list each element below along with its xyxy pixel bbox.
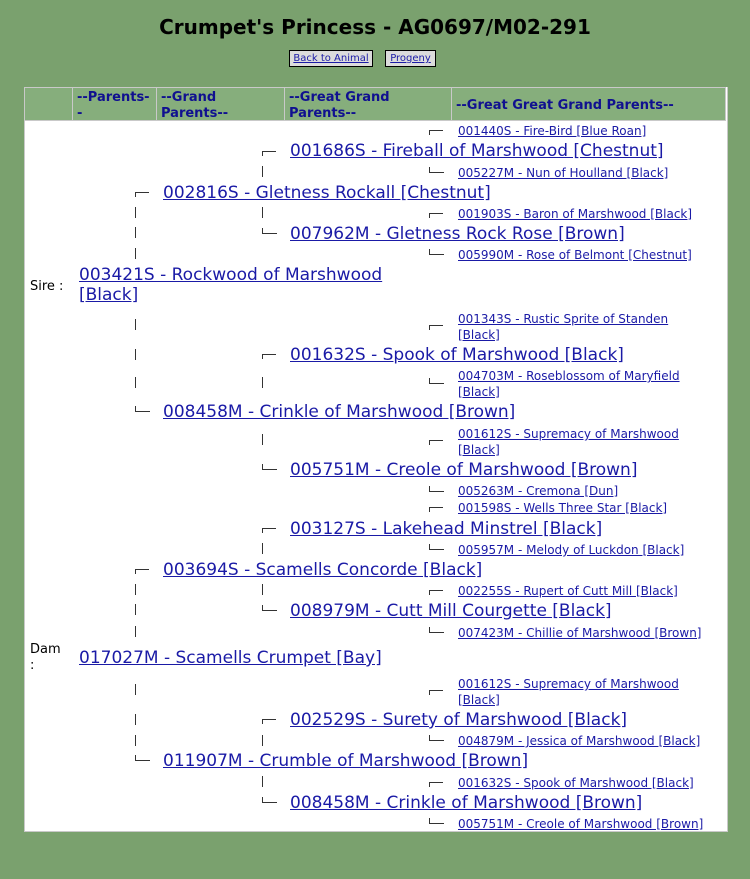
tree-connector bbox=[135, 604, 136, 615]
tree-connector bbox=[135, 626, 136, 637]
grandparent-link[interactable]: 011907M - Crumble of Marshwood [Brown] bbox=[163, 751, 529, 771]
dam-link[interactable]: 017027M - Scamells Crumpet [Bay] bbox=[79, 648, 382, 668]
great-grandparent-link[interactable]: 005751M - Creole of Marshwood [Brown] bbox=[290, 460, 638, 480]
header-great-great-grand-parents: --Great Great Grand Parents-- bbox=[456, 98, 674, 113]
tree-connector bbox=[429, 782, 443, 783]
tree-connector bbox=[429, 544, 444, 550]
tree-connector bbox=[262, 228, 277, 234]
great-grandparent-link[interactable]: 008458M - Crinkle of Marshwood [Brown] bbox=[290, 793, 643, 813]
great-great-grandparent-link[interactable]: 001440S - Fire-Bird [Blue Roan] bbox=[458, 124, 647, 138]
great-great-grandparent-link[interactable]: 005957M - Melody of Luckdon [Black] bbox=[458, 543, 685, 557]
grandparent-link[interactable]: 003694S - Scamells Concorde [Black] bbox=[163, 560, 483, 580]
tree-connector bbox=[262, 207, 263, 218]
great-great-grandparent-link[interactable]: 005990M - Rose of Belmont [Chestnut] bbox=[458, 248, 692, 262]
tree-connector bbox=[135, 227, 136, 238]
tree-connector bbox=[262, 528, 276, 529]
tree-connector bbox=[262, 776, 263, 787]
sire-label: Sire : bbox=[30, 279, 64, 294]
tree-connector bbox=[262, 719, 276, 720]
tree-connector bbox=[135, 349, 136, 360]
tree-connector bbox=[135, 192, 149, 193]
tree-connector bbox=[135, 735, 136, 746]
tree-connector bbox=[429, 167, 444, 173]
tree-connector bbox=[135, 406, 150, 412]
great-great-grandparent-link[interactable]: 001632S - Spook of Marshwood [Black] bbox=[458, 776, 694, 790]
great-great-grandparent-link[interactable]: 001612S - Supremacy of Marshwood [Black] bbox=[458, 677, 679, 707]
dam-label: Dam : bbox=[30, 642, 61, 673]
page-title: Crumpet's Princess - AG0697/M02-291 bbox=[159, 15, 591, 39]
tree-connector bbox=[429, 130, 443, 131]
tree-connector bbox=[429, 735, 444, 741]
great-great-grandparent-link[interactable]: 002255S - Rupert of Cutt Mill [Black] bbox=[458, 584, 678, 598]
great-grandparent-link[interactable]: 001686S - Fireball of Marshwood [Chestnut] bbox=[290, 141, 664, 161]
tree-connector bbox=[429, 486, 444, 492]
tree-connector bbox=[262, 464, 277, 470]
tree-connector bbox=[429, 590, 443, 591]
great-grandparent-link[interactable]: 001632S - Spook of Marshwood [Black] bbox=[290, 345, 624, 365]
tree-connector bbox=[262, 354, 276, 355]
tree-connector bbox=[429, 507, 443, 508]
tree-connector bbox=[262, 584, 263, 595]
tree-connector bbox=[135, 248, 136, 259]
tree-connector bbox=[262, 434, 263, 445]
tree-connector bbox=[135, 755, 150, 761]
tree-connector bbox=[262, 605, 277, 611]
great-great-grandparent-link[interactable]: 005263M - Cremona [Dun] bbox=[458, 484, 619, 498]
great-great-grandparent-link[interactable]: 004879M - Jessica of Marshwood [Black] bbox=[458, 734, 701, 748]
grandparent-link[interactable]: 008458M - Crinkle of Marshwood [Brown] bbox=[163, 402, 516, 422]
great-grandparent-link[interactable]: 008979M - Cutt Mill Courgette [Black] bbox=[290, 601, 612, 621]
back-to-animal-button[interactable]: Back to Animal bbox=[289, 50, 373, 67]
tree-connector bbox=[262, 543, 263, 554]
tree-connector bbox=[262, 377, 263, 388]
tree-connector bbox=[429, 213, 443, 214]
pedigree-header bbox=[24, 87, 726, 121]
great-great-grandparent-link[interactable]: 001598S - Wells Three Star [Black] bbox=[458, 501, 668, 515]
tree-connector bbox=[135, 584, 136, 595]
tree-connector bbox=[429, 440, 443, 441]
tree-connector bbox=[429, 249, 444, 255]
great-great-grandparent-link[interactable]: 001343S - Rustic Sprite of Standen [Black] bbox=[458, 312, 669, 342]
header-blank bbox=[25, 88, 73, 120]
tree-connector bbox=[429, 378, 444, 384]
tree-connector bbox=[262, 797, 277, 803]
tree-connector bbox=[135, 714, 136, 725]
header-great-grand-parents: --Great Grand Parents-- bbox=[285, 88, 452, 120]
tree-connector bbox=[135, 684, 136, 695]
tree-connector bbox=[262, 166, 263, 177]
header-grand-parents: --Grand Parents-- bbox=[157, 88, 285, 120]
great-grandparent-link[interactable]: 003127S - Lakehead Minstrel [Black] bbox=[290, 519, 603, 539]
tree-connector bbox=[135, 207, 136, 218]
header-parents: --Parents-- bbox=[73, 88, 157, 120]
progeny-button[interactable]: Progeny bbox=[385, 50, 436, 67]
great-great-grandparent-link[interactable]: 007423M - Chillie of Marshwood [Brown] bbox=[458, 626, 702, 640]
tree-connector bbox=[262, 151, 276, 152]
great-great-grandparent-link[interactable]: 005227M - Nun of Houlland [Black] bbox=[458, 166, 669, 180]
tree-connector bbox=[429, 627, 444, 633]
tree-connector bbox=[135, 569, 149, 570]
great-great-grandparent-link[interactable]: 004703M - Roseblossom of Maryfield [Black] bbox=[458, 369, 680, 399]
tree-connector bbox=[262, 735, 263, 746]
tree-connector bbox=[135, 377, 136, 388]
great-great-grandparent-link[interactable]: 001903S - Baron of Marshwood [Black] bbox=[458, 207, 693, 221]
great-grandparent-link[interactable]: 002529S - Surety of Marshwood [Black] bbox=[290, 710, 628, 730]
great-grandparent-link[interactable]: 007962M - Gletness Rock Rose [Brown] bbox=[290, 224, 625, 244]
grandparent-link[interactable]: 002816S - Gletness Rockall [Chestnut] bbox=[163, 183, 491, 203]
sire-link[interactable]: 003421S - Rockwood of Marshwood [Black] bbox=[79, 265, 383, 306]
tree-connector bbox=[429, 818, 444, 824]
great-great-grandparent-link[interactable]: 005751M - Creole of Marshwood [Brown] bbox=[458, 817, 704, 831]
great-great-grandparent-link[interactable]: 001612S - Supremacy of Marshwood [Black] bbox=[458, 427, 679, 457]
tree-connector bbox=[135, 319, 136, 330]
tree-connector bbox=[429, 690, 443, 691]
tree-connector bbox=[429, 325, 443, 326]
